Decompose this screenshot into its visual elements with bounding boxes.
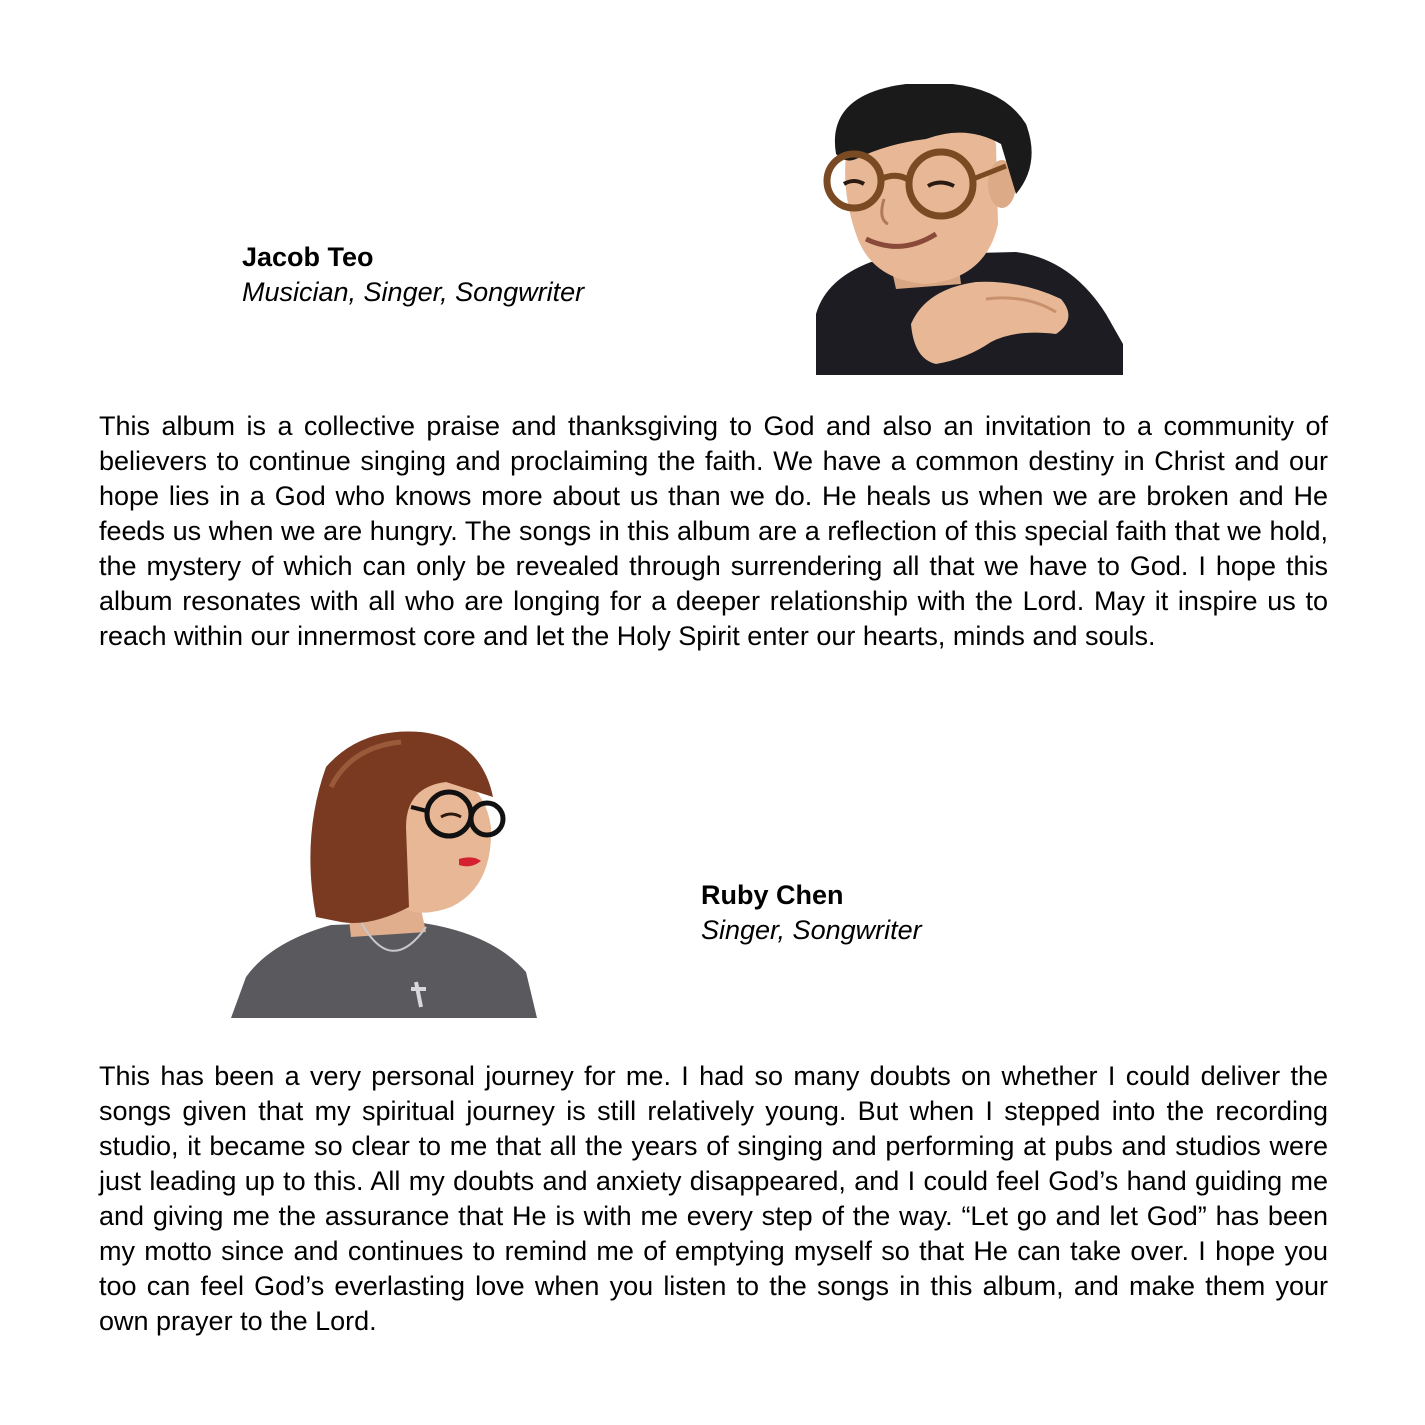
profile-name-ruby-chen: Ruby Chen [701, 880, 844, 910]
jacob-teo-portrait-illustration [816, 84, 1123, 375]
jacob-teo-photo [816, 84, 1123, 375]
profile-role-jacob-teo: Musician, Singer, Songwriter [242, 277, 585, 307]
profile-name-jacob-teo: Jacob Teo [242, 242, 374, 272]
ruby-chen-photo [231, 727, 537, 1018]
profile-role-ruby-chen: Singer, Songwriter [701, 915, 922, 945]
ruby-chen-portrait-illustration [231, 727, 537, 1018]
profile-bio-jacob-teo: This album is a collective praise and thanksgiving to God and also an invitation to a community of believers to continue singing and proclaiming the faith. We have a common destiny in Christ and our hope lies in a God who knows more about us than we do. He heals us when we are broken and He feeds us when we are hungry. The songs in this album are a reflection of this special faith that we hold, the mystery of which can only be revealed through surrendering all that we have to God. I hope this album resonates with all who are longing for a deeper relationship with the Lord. May it inspire us to reach within our innermost core and let the Holy Spirit enter our hearts, minds and souls. [99, 411, 1328, 651]
profile-bio-ruby-chen: This has been a very personal journey for me. I had so many doubts on whether I could deliver the songs given that my spiritual journey is still relatively young. But when I stepped into the recording studio, it became so clear to me that all the years of singing and performing at pubs and studios were just leading up to this. All my doubts and anxiety disappeared, and I could feel God’s hand guiding me and giving me the assurance that He is with me every step of the way. “Let go and let God” has been my motto since and continues to remind me of emptying myself so that He can take over. I hope you too can feel God’s everlasting love when you listen to the songs in this album, and make them your own prayer to the Lord. [99, 1061, 1328, 1336]
